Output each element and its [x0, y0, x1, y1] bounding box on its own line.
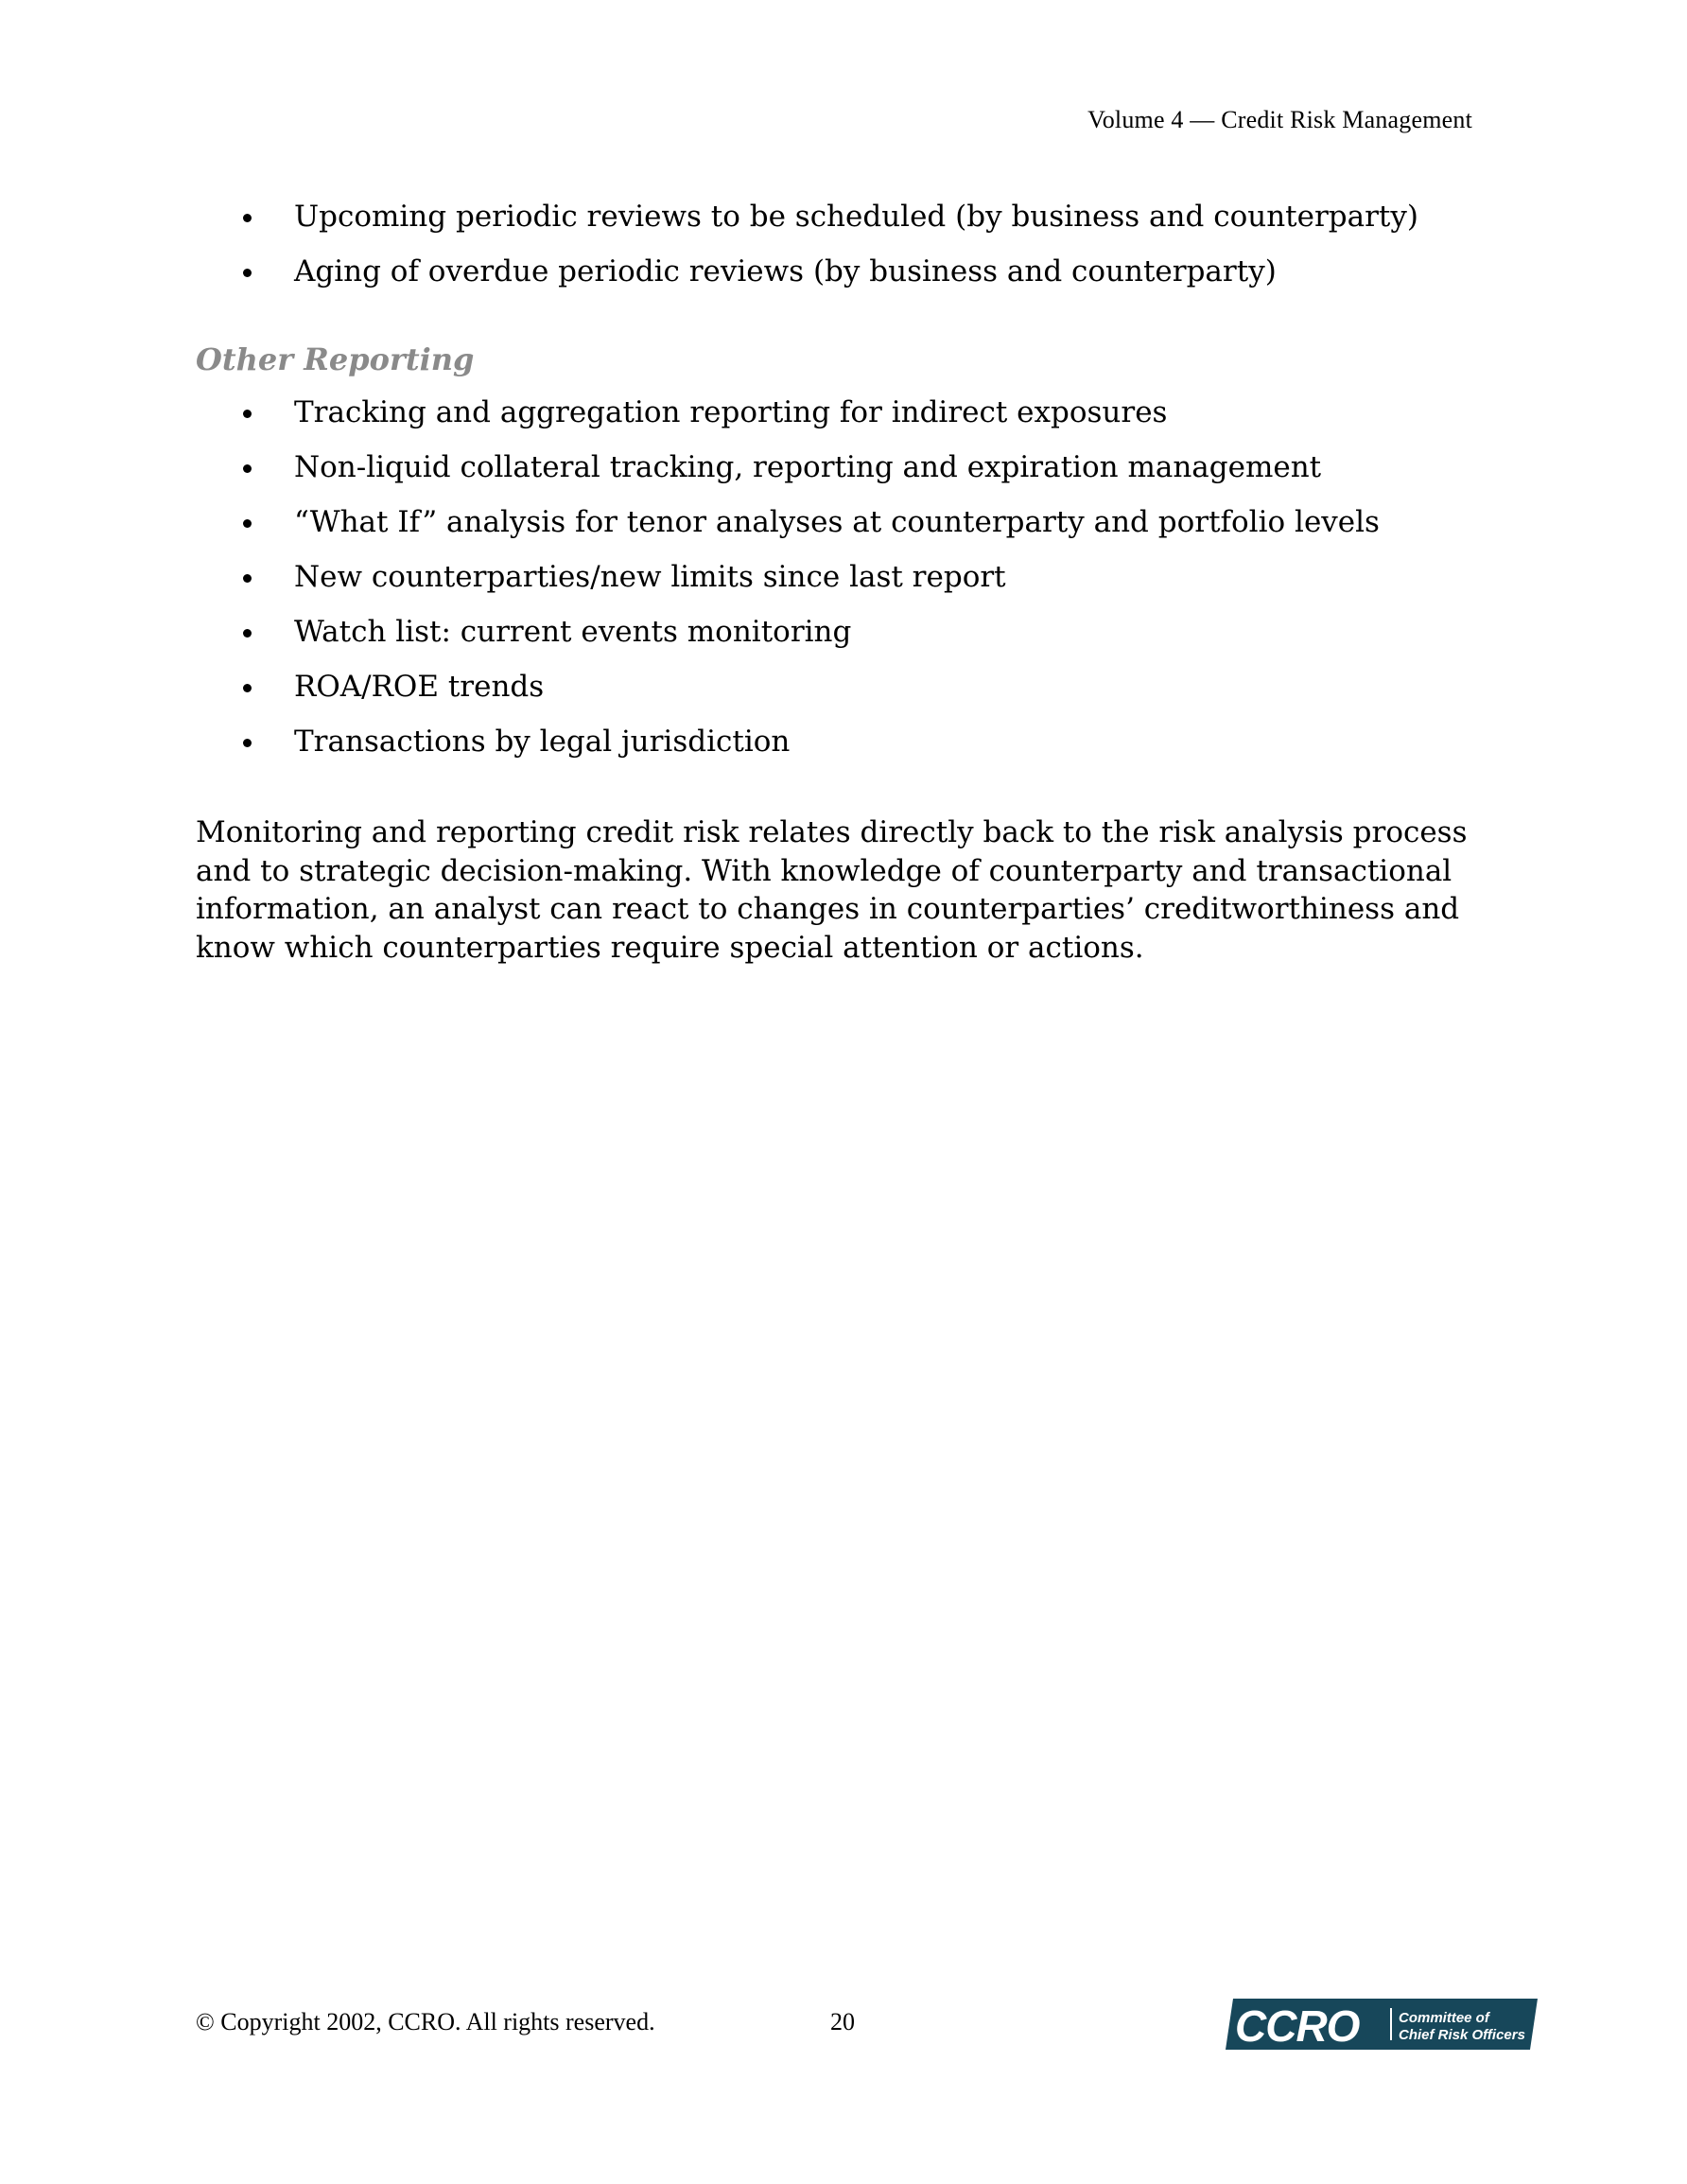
logo-line-1: Committee of [1399, 2010, 1489, 2026]
list-item [0, 253, 1418, 308]
footer-copyright: © Copyright 2002, CCRO. All rights reserved. [196, 2008, 655, 2035]
bullet-icon [243, 269, 252, 277]
list-item [0, 504, 1380, 559]
list-item [0, 199, 1418, 253]
other-reporting-list [0, 394, 1380, 778]
bullet-icon [243, 629, 252, 638]
list-item-text: Tracking and aggregation reporting for indirect exposures [294, 395, 1168, 429]
logo-divider [1390, 2008, 1392, 2040]
list-item-text: Non-liquid collateral tracking, reporting and expiration management [294, 450, 1322, 484]
list-item-text: Upcoming periodic reviews to be scheduled (by business and counterparty) [294, 200, 1418, 234]
list-item-text: Transactions by legal jurisdiction [294, 725, 791, 759]
bullet-icon [243, 574, 252, 583]
page-number: 20 [830, 2008, 855, 2035]
list-item [0, 669, 1380, 724]
list-item-text: Aging of overdue periodic reviews (by business and counterparty) [294, 254, 1277, 288]
logo-line-2: Chief Risk Officers [1399, 2027, 1525, 2043]
running-header: Volume 4 — Credit Risk Management [1087, 106, 1472, 133]
logo-acronym: CCRO [1235, 2001, 1360, 2050]
ccro-logo [1226, 1999, 1538, 2050]
list-item [0, 394, 1380, 449]
list-item-text: Watch list: current events monitoring [294, 615, 852, 649]
list-item [0, 614, 1380, 669]
bullet-icon [243, 464, 252, 473]
periodic-review-list [0, 199, 1418, 308]
list-item [0, 724, 1380, 778]
bullet-icon [243, 410, 252, 418]
bullet-icon [243, 739, 252, 747]
bullet-icon [243, 519, 252, 528]
list-item [0, 559, 1380, 614]
body-paragraph: Monitoring and reporting credit risk relates directly back to the risk analysis process and to strategic decision-making. With knowledge of counterparty and transactional information, an analyst can react to changes in counterparties’ creditworthiness and know which counterparties require special attention or actions. [196, 815, 1468, 965]
bullet-icon [243, 684, 252, 692]
bullet-icon [243, 214, 252, 222]
list-item-text: ROA/ROE trends [294, 670, 545, 704]
list-item [0, 449, 1380, 504]
section-heading-other-reporting: Other Reporting [196, 341, 475, 377]
list-item-text: “What If” analysis for tenor analyses at counterparty and portfolio levels [294, 505, 1380, 539]
list-item-text: New counterparties/new limits since last report [294, 560, 1006, 594]
